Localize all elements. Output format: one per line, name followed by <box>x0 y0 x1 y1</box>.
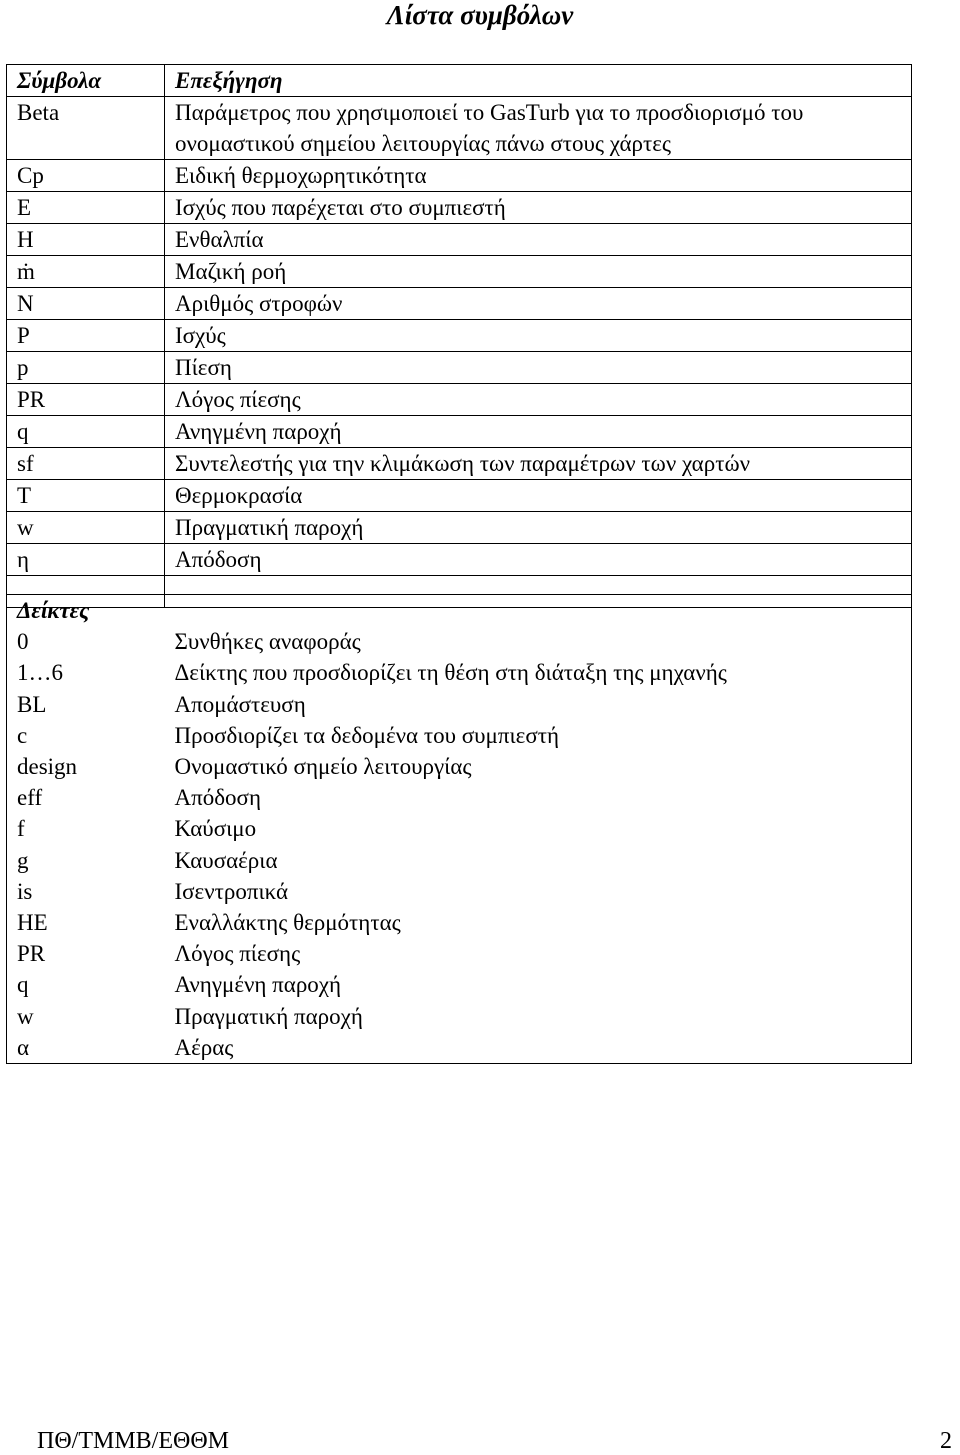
table-row <box>7 320 912 352</box>
symbol-cell: Cp <box>7 160 165 192</box>
index-symbol: BL <box>17 691 47 717</box>
index-description: Καύσιμο <box>174 816 257 842</box>
index-description: Δείκτης που προσδιορίζει τη θέση στη διάταξη της μηχανής <box>174 660 727 686</box>
description-cell: Παράμετρος που χρησιμοποιεί το GasTurb για το προσδιορισμό του ονομαστικού σημείου λειτουργίας πάνω στους χάρτες <box>165 97 912 160</box>
symbols-table <box>6 64 912 608</box>
index-description: Εναλλάκτης θερμότητας <box>174 910 401 936</box>
list-item <box>7 751 912 782</box>
index-description: Απομάστευση <box>174 691 306 717</box>
list-item <box>7 657 912 688</box>
table-row <box>7 192 912 224</box>
symbol-cell: w <box>7 512 165 544</box>
index-description: Αέρας <box>174 1034 234 1060</box>
description-cell: Ισχύς <box>165 320 912 352</box>
description-cell: Συντελεστής για την κλιμάκωση των παραμέτρων των χαρτών <box>165 448 912 480</box>
symbol-cell: Beta <box>7 97 165 160</box>
indices-header-row <box>7 595 912 627</box>
list-item <box>7 626 912 657</box>
index-symbol: w <box>17 1003 34 1029</box>
description-column-header: Επεξήγηση <box>165 65 912 97</box>
page-number: 2 <box>940 1428 952 1454</box>
table-row <box>7 384 912 416</box>
indices-header-empty <box>165 595 912 627</box>
description-cell: Ισχύς που παρέχεται στο συμπιεστή <box>165 192 912 224</box>
table-row <box>7 97 912 160</box>
table-row <box>7 544 912 576</box>
index-symbol: q <box>17 972 29 998</box>
symbols-header-row <box>7 65 912 97</box>
table-row <box>7 512 912 544</box>
symbol-cell: η <box>7 544 165 576</box>
list-item <box>7 1032 912 1064</box>
description-cell: Μαζική ροή <box>165 256 912 288</box>
table-row <box>7 352 912 384</box>
description-cell: Πίεση <box>165 352 912 384</box>
list-item <box>7 782 912 813</box>
table-row <box>7 448 912 480</box>
symbol-cell: T <box>7 480 165 512</box>
list-item <box>7 907 912 938</box>
symbol-column-header: Σύμβολα <box>7 65 165 97</box>
description-cell: Ειδική θερμοχωρητικότητα <box>165 160 912 192</box>
table-row <box>7 256 912 288</box>
index-symbol: 0 <box>17 629 29 655</box>
description-cell: Αριθμός στροφών <box>165 288 912 320</box>
index-description: Ισεντροπικά <box>174 878 289 904</box>
index-symbol: design <box>17 754 78 780</box>
table-row <box>7 416 912 448</box>
symbol-cell: ṁ <box>7 256 165 288</box>
index-description: Προσδιορίζει τα δεδομένα του συμπιεστή <box>174 722 559 748</box>
index-symbol: PR <box>17 941 46 967</box>
list-item <box>7 689 912 720</box>
symbols-body <box>7 97 912 608</box>
indices-heading: Δείκτες <box>17 598 90 623</box>
list-item <box>7 938 912 969</box>
index-symbol: is <box>17 878 33 904</box>
index-description: Πραγματική παροχή <box>174 1003 363 1029</box>
description-cell: Θερμοκρασία <box>165 480 912 512</box>
symbol-cell: P <box>7 320 165 352</box>
index-symbol: g <box>17 847 29 873</box>
index-description: Απόδοση <box>174 785 261 811</box>
symbol-cell: q <box>7 416 165 448</box>
table-row <box>7 224 912 256</box>
list-item <box>7 1001 912 1032</box>
index-description: Συνθήκες αναφοράς <box>174 629 361 655</box>
symbol-cell: p <box>7 352 165 384</box>
index-symbol: HE <box>17 910 48 936</box>
index-symbol: eff <box>17 785 43 811</box>
list-item <box>7 720 912 751</box>
list-item <box>7 969 912 1000</box>
index-description: Λόγος πίεσης <box>174 941 301 967</box>
index-description: Καυσαέρια <box>174 847 278 873</box>
symbol-cell: N <box>7 288 165 320</box>
description-cell: Ενθαλπία <box>165 224 912 256</box>
footer-institution: ΠΘ/ΤΜΜΒ/ΕΘΘΜ <box>37 1428 230 1454</box>
index-symbol: f <box>17 816 25 842</box>
indices-table <box>6 594 912 1064</box>
table-row <box>7 480 912 512</box>
symbol-cell: E <box>7 192 165 224</box>
list-item <box>7 876 912 907</box>
symbol-cell: sf <box>7 448 165 480</box>
symbol-cell: PR <box>7 384 165 416</box>
description-cell: Ανηγμένη παροχή <box>165 416 912 448</box>
description-cell: Λόγος πίεσης <box>165 384 912 416</box>
index-description: Ανηγμένη παροχή <box>174 972 342 998</box>
description-cell: Πραγματική παροχή <box>165 512 912 544</box>
list-item <box>7 813 912 844</box>
list-item <box>7 845 912 876</box>
index-description: Ονομαστικό σημείο λειτουργίας <box>174 754 472 780</box>
page-title: Λίστα συμβόλων <box>386 0 574 30</box>
table-row <box>7 288 912 320</box>
index-symbol: c <box>17 722 28 748</box>
index-symbol: α <box>17 1034 30 1060</box>
symbol-cell: H <box>7 224 165 256</box>
description-cell: Απόδοση <box>165 544 912 576</box>
table-row <box>7 160 912 192</box>
index-symbol: 1…6 <box>17 660 63 686</box>
